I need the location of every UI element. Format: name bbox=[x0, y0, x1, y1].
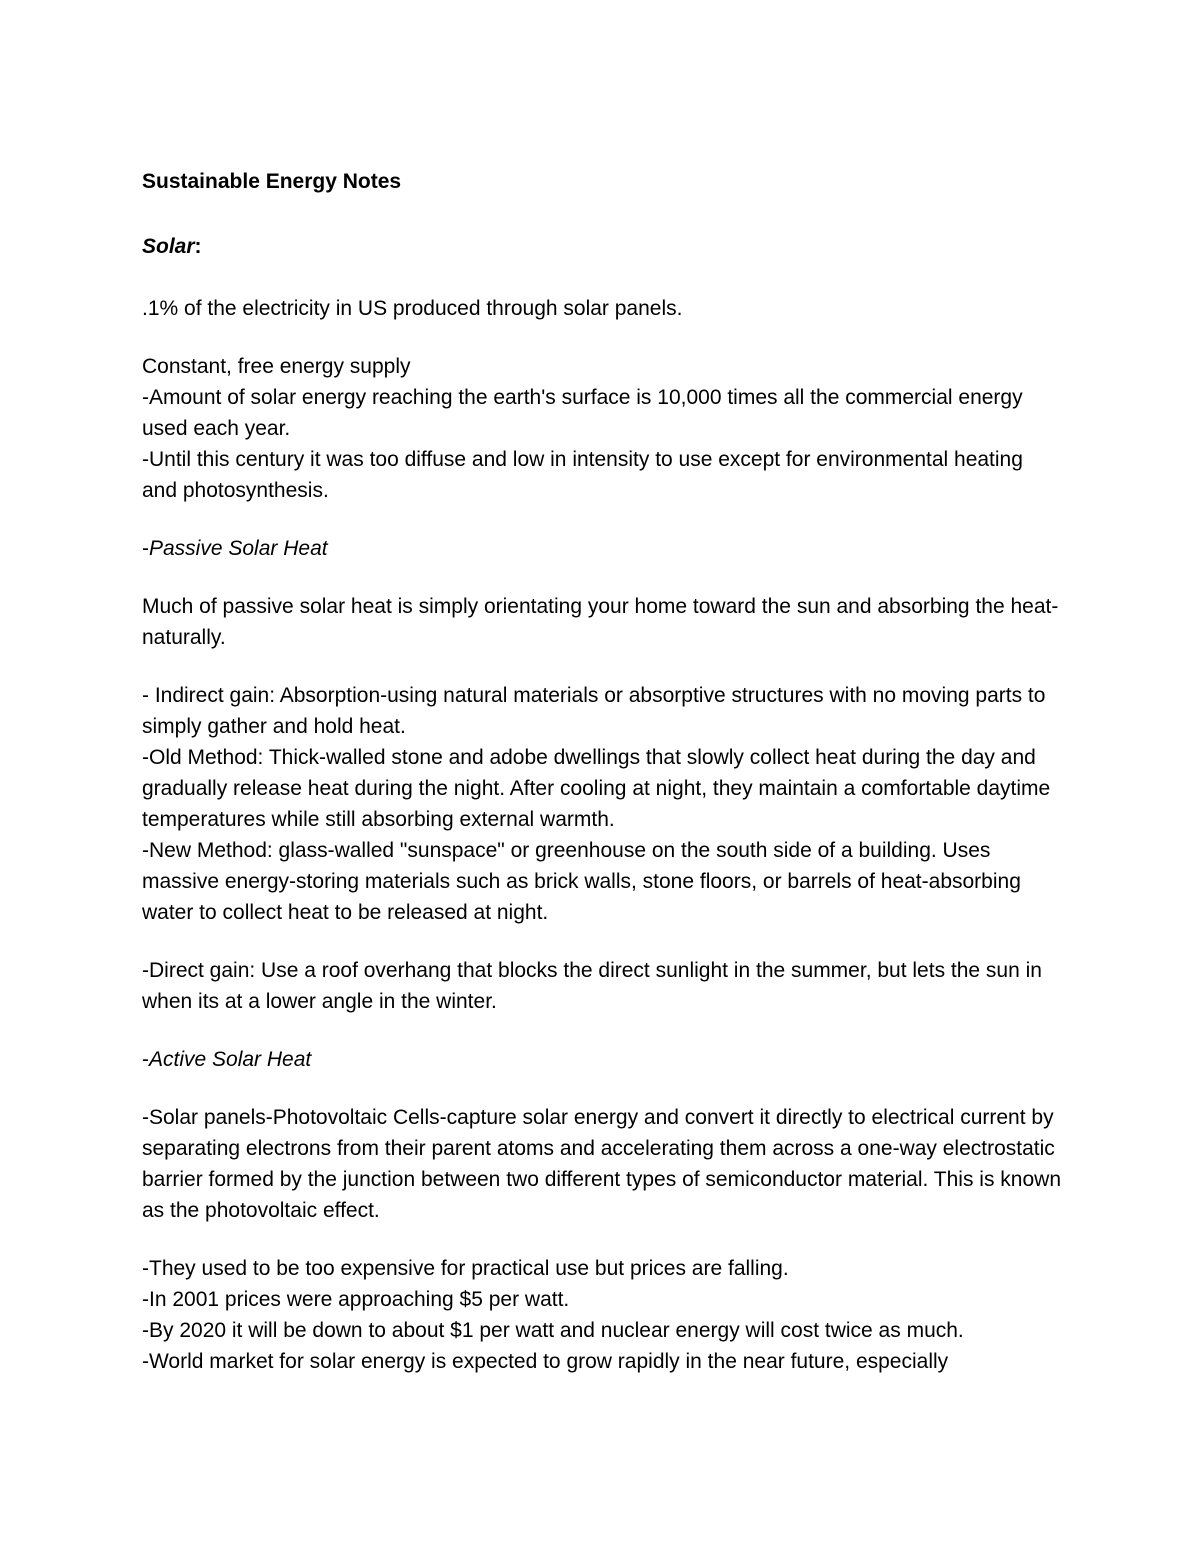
paragraph-new-method: -New Method: glass-walled "sunspace" or greenhouse on the south side of a building. Uses massive energy-storing materials such as brick walls, stone floors, or barrels of heat-absorbing water to collect heat to be released at night. bbox=[142, 839, 1021, 924]
spacer bbox=[142, 1017, 1062, 1044]
section-heading-solar bbox=[142, 228, 1062, 266]
spacer bbox=[142, 653, 1062, 680]
paragraph-prices-falling: -They used to be too expensive for practical use but prices are falling. bbox=[142, 1257, 789, 1280]
subheading-passive-solar bbox=[142, 533, 1062, 564]
paragraph-free-energy: Constant, free energy supply bbox=[142, 355, 411, 378]
paragraph-us-electricity: .1% of the electricity in US produced through solar panels. bbox=[142, 297, 683, 320]
paragraph-indirect-gain: - Indirect gain: Absorption-using natural materials or absorptive structures with no moving parts to simply gather and hold heat. bbox=[142, 684, 1046, 738]
spacer bbox=[142, 564, 1062, 591]
paragraph-world-market: -World market for solar energy is expected to grow rapidly in the near future, especially bbox=[142, 1350, 949, 1373]
spacer bbox=[142, 1075, 1062, 1102]
paragraph-2020-prices: -By 2020 it will be down to about $1 per watt and nuclear energy will cost twice as much. bbox=[142, 1319, 964, 1342]
document-page bbox=[142, 163, 1062, 1377]
paragraph-diffuse: -Until this century it was too diffuse and low in intensity to use except for environmental heating and photosynthesis. bbox=[142, 448, 1023, 502]
subheading-passive-text: Passive Solar Heat bbox=[149, 537, 328, 560]
subheading-active-text: Active Solar Heat bbox=[149, 1048, 312, 1071]
section-heading-text: Solar bbox=[142, 235, 195, 258]
paragraph-old-method: -Old Method: Thick-walled stone and adobe dwellings that slowly collect heat during the day and gradually release heat during the night. After cooling at night, they maintain a comfortable daytime temperatures while still absorbing external warmth. bbox=[142, 746, 1051, 831]
spacer bbox=[142, 928, 1062, 955]
section-heading-colon: : bbox=[194, 235, 202, 258]
spacer bbox=[142, 506, 1062, 533]
subheading-dash: - bbox=[142, 537, 149, 560]
spacer bbox=[142, 324, 1062, 351]
spacer bbox=[142, 266, 1062, 293]
document-title: Sustainable Energy Notes bbox=[142, 170, 402, 193]
paragraph-solar-amount: -Amount of solar energy reaching the earth's surface is 10,000 times all the commercial energy used each year. bbox=[142, 386, 1023, 440]
spacer bbox=[142, 1226, 1062, 1253]
paragraph-direct-gain: -Direct gain: Use a roof overhang that blocks the direct sunlight in the summer, but lets the sun in when its at a lower angle in the winter. bbox=[142, 959, 1042, 1013]
spacer bbox=[142, 201, 1062, 228]
subheading-dash: - bbox=[142, 1048, 149, 1071]
paragraph-passive-intro: Much of passive solar heat is simply orientating your home toward the sun and absorbing the heat- naturally. bbox=[142, 595, 1059, 649]
paragraph-photovoltaic: -Solar panels-Photovoltaic Cells-capture solar energy and convert it directly to electrical current by separating electrons from their parent atoms and accelerating them across a one-way electrostatic barrier formed by the junction between two different types of semiconductor material. This is known as the photovoltaic effect. bbox=[142, 1106, 1062, 1222]
paragraph-2001-prices: -In 2001 prices were approaching $5 per watt. bbox=[142, 1288, 570, 1311]
subheading-active-solar bbox=[142, 1044, 1062, 1075]
